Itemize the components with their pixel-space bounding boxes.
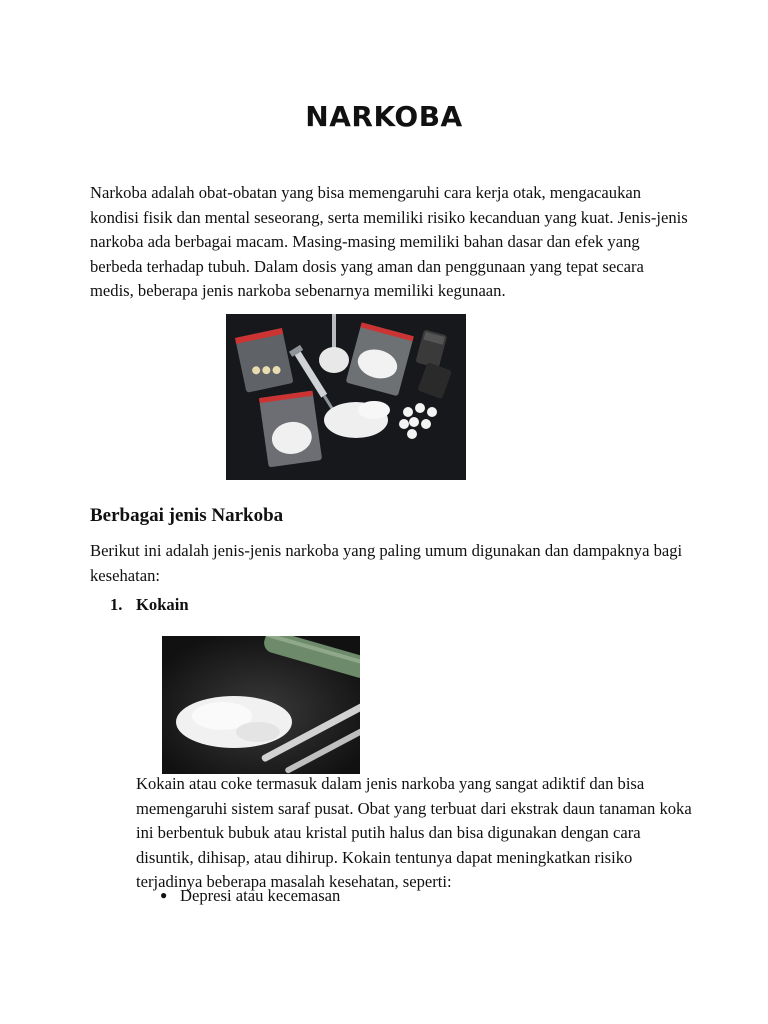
document-title: NARKOBA xyxy=(305,100,463,133)
cocaine-powder-photo xyxy=(162,636,360,774)
section-lead-paragraph: Berikut ini adalah jenis-jenis narkoba yang paling umum digunakan dan dampaknya bagi kesehatan: xyxy=(90,541,683,585)
bullet-text: Depresi atau kecemasan xyxy=(180,886,341,905)
bullet-item xyxy=(160,886,340,906)
intro-paragraph: Narkoba adalah obat-obatan yang bisa memengaruhi cara kerja otak, mengacaukan kondisi fisik dan mental seseorang, serta memiliki risiko kecanduan yang kuat. Jenis-jenis narkoba ada berbagai macam. Masing-masing memiliki bahan dasar dan efek yang berbeda terhadap tubuh. Dalam dosis yang aman dan penggunaan yang tepat secara medis, beberapa jenis narkoba sebenarnya memiliki kegunaan. xyxy=(90,183,688,300)
section-heading: Berbagai jenis Narkoba xyxy=(90,505,284,526)
drugs-collection-photo xyxy=(226,314,466,480)
list-item-kokain xyxy=(110,595,189,615)
kokain-description: Kokain atau coke termasuk dalam jenis narkoba yang sangat adiktif dan bisa memengaruhi sistem saraf pusat. Obat yang terbuat dari ekstrak daun tanaman koka ini berbentuk bubuk atau kristal putih halus dan bisa digunakan dengan cara disuntik, dihisap, atau dihirup. Kokain tentunya dapat meningkatkan risiko terjadinya beberapa masalah kesehatan, seperti: xyxy=(136,774,692,891)
bullet-dot-icon: ● xyxy=(160,888,168,902)
list-item-number: 1. xyxy=(110,595,123,614)
list-item-label: Kokain xyxy=(136,595,189,614)
